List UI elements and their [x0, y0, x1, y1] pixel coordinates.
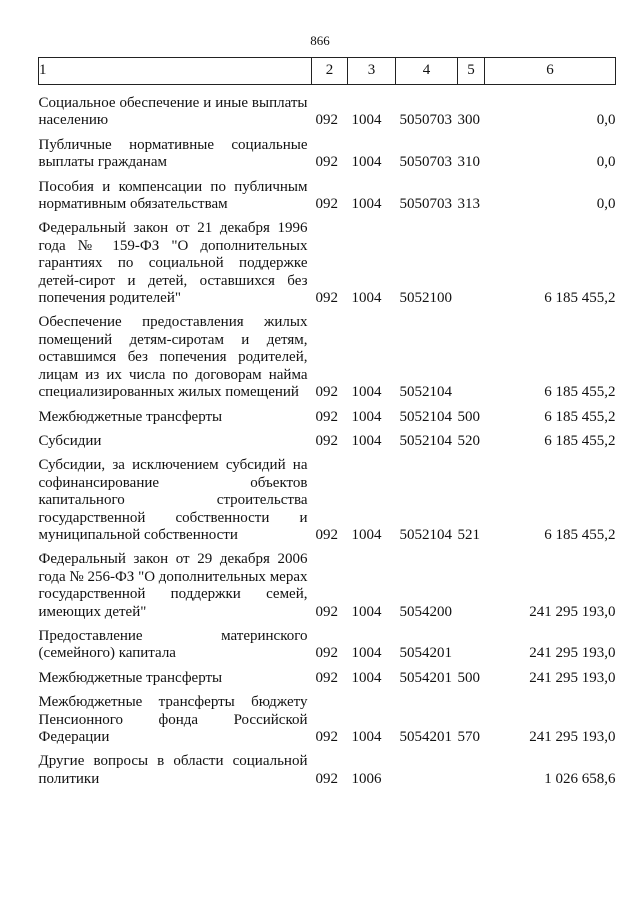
row-admin-code: 092 — [315, 770, 338, 787]
row-target-code: 5054201 — [399, 729, 452, 745]
row-expense-type: 313 — [457, 196, 480, 213]
header-col-6: 6 — [485, 58, 616, 85]
row-admin-code: 092 — [315, 669, 338, 686]
row-expense-type — [458, 307, 485, 401]
row-section-code: 1004 — [351, 384, 382, 401]
table-row — [39, 426, 616, 450]
row-target-code: 5052100 — [399, 290, 452, 307]
row-admin-code: 092 — [315, 645, 338, 662]
header-row — [39, 58, 616, 85]
row-amount: 1 026 658,6 — [544, 770, 616, 787]
row-amount: 241 295 193,0 — [529, 669, 616, 686]
row-section-code: 1006 — [351, 770, 382, 787]
row-target-code: 5050703 — [399, 154, 452, 171]
row-amount: 0,0 — [596, 112, 616, 129]
row-amount: 241 295 193,0 — [529, 645, 616, 662]
table-row — [39, 130, 616, 172]
row-admin-code: 092 — [315, 729, 338, 745]
row-expense-type — [458, 746, 485, 788]
row-section-code: 1004 — [351, 196, 382, 213]
row-target-code: 5054201 — [399, 645, 452, 662]
table-row — [39, 85, 616, 130]
row-amount: 6 185 455,2 — [544, 526, 616, 543]
row-name: Межбюджетные трансферты — [38, 408, 223, 425]
row-admin-code: 092 — [315, 290, 338, 307]
row-admin-code: 092 — [315, 526, 338, 543]
row-name: Публичные нормативные социальные выплаты гражданам — [38, 136, 308, 171]
row-section-code: 1004 — [351, 669, 382, 686]
table-row — [39, 213, 616, 307]
row-admin-code: 092 — [315, 432, 338, 449]
row-target-code: 5050703 — [399, 112, 452, 129]
row-target-code: 5052104 — [399, 408, 452, 425]
row-expense-type: 300 — [457, 112, 480, 129]
table-row — [39, 621, 616, 663]
row-section-code: 1004 — [351, 154, 382, 171]
row-target-code: 5054200 — [399, 603, 452, 620]
row-target-code: 5052104 — [399, 526, 452, 543]
row-expense-type: 521 — [457, 526, 480, 543]
row-section-code: 1004 — [351, 603, 382, 620]
row-amount: 241 295 193,0 — [529, 603, 616, 620]
row-name: Другие вопросы в области социальной политики — [38, 753, 308, 787]
row-amount: 0,0 — [596, 154, 616, 171]
row-name: Обеспечение предоставления жилых помещений детям-сиротам и детям, оставшимся без попечения родителей, лицам из их числа по договорам найма специализированных жилых помещений — [38, 314, 308, 401]
row-expense-type: 500 — [457, 408, 480, 425]
table-row — [39, 746, 616, 788]
row-admin-code: 092 — [315, 154, 338, 171]
row-amount: 241 295 193,0 — [529, 729, 616, 745]
row-amount: 0,0 — [596, 196, 616, 213]
row-admin-code: 092 — [315, 603, 338, 620]
row-name: Межбюджетные трансферты — [38, 669, 223, 686]
table-row — [39, 402, 616, 426]
table-row — [39, 663, 616, 687]
header-col-4: 4 — [396, 58, 458, 85]
row-target-code: 5052104 — [399, 384, 452, 401]
row-target-code: 5052104 — [399, 432, 452, 449]
header-col-5: 5 — [458, 58, 485, 85]
row-admin-code: 092 — [315, 112, 338, 129]
row-target-code — [396, 746, 458, 788]
row-admin-code: 092 — [315, 408, 338, 425]
row-name: Межбюджетные трансферты бюджету Пенсионного фонда Российской Федерации — [38, 694, 308, 745]
row-expense-type: 520 — [457, 432, 480, 449]
row-name: Субсидии — [38, 432, 102, 449]
header-col-3: 3 — [348, 58, 396, 85]
header-col-2: 2 — [312, 58, 348, 85]
row-name: Федеральный закон от 21 декабря 1996 года № 159-ФЗ "О дополнительных гарантиях по социальной поддержке детей-сирот и детей, оставшихся без попечения родителей" — [38, 220, 308, 307]
budget-table — [38, 57, 616, 788]
row-amount: 6 185 455,2 — [544, 290, 616, 307]
row-name: Федеральный закон от 29 декабря 2006 года № 256-ФЗ "О дополнительных мерах государственной поддержки семей, имеющих детей" — [38, 551, 308, 620]
table-row — [39, 687, 616, 746]
row-target-code: 5054201 — [399, 669, 452, 686]
row-section-code: 1004 — [351, 645, 382, 662]
row-name: Социальное обеспечение и иные выплаты населению — [38, 95, 308, 129]
table-row — [39, 307, 616, 401]
table-row — [39, 450, 616, 544]
row-name: Субсидии, за исключением субсидий на софинансирование объектов капитального строительства государственной собственности и муниципальной собственности — [38, 457, 308, 543]
row-admin-code: 092 — [315, 384, 338, 401]
row-section-code: 1004 — [351, 408, 382, 425]
row-amount: 6 185 455,2 — [544, 432, 616, 449]
table-row — [39, 544, 616, 621]
row-expense-type: 500 — [457, 669, 480, 686]
row-target-code: 5050703 — [399, 196, 452, 213]
row-section-code: 1004 — [351, 432, 382, 449]
row-expense-type — [458, 621, 485, 663]
row-section-code: 1004 — [351, 729, 382, 745]
table-row — [39, 172, 616, 214]
row-section-code: 1004 — [351, 290, 382, 307]
row-name: Предоставление материнского (семейного) капитала — [38, 627, 308, 662]
row-name: Пособия и компенсации по публичным нормативным обязательствам — [38, 178, 308, 213]
row-admin-code: 092 — [315, 196, 338, 213]
row-expense-type — [458, 544, 485, 621]
row-expense-type: 570 — [457, 729, 480, 745]
row-section-code: 1004 — [351, 526, 382, 543]
row-expense-type: 310 — [457, 154, 480, 171]
row-amount: 6 185 455,2 — [544, 408, 616, 425]
row-amount: 6 185 455,2 — [544, 384, 616, 401]
row-section-code: 1004 — [351, 112, 382, 129]
row-expense-type — [458, 213, 485, 307]
header-col-1: 1 — [39, 58, 312, 85]
page-number: 866 — [310, 33, 330, 48]
